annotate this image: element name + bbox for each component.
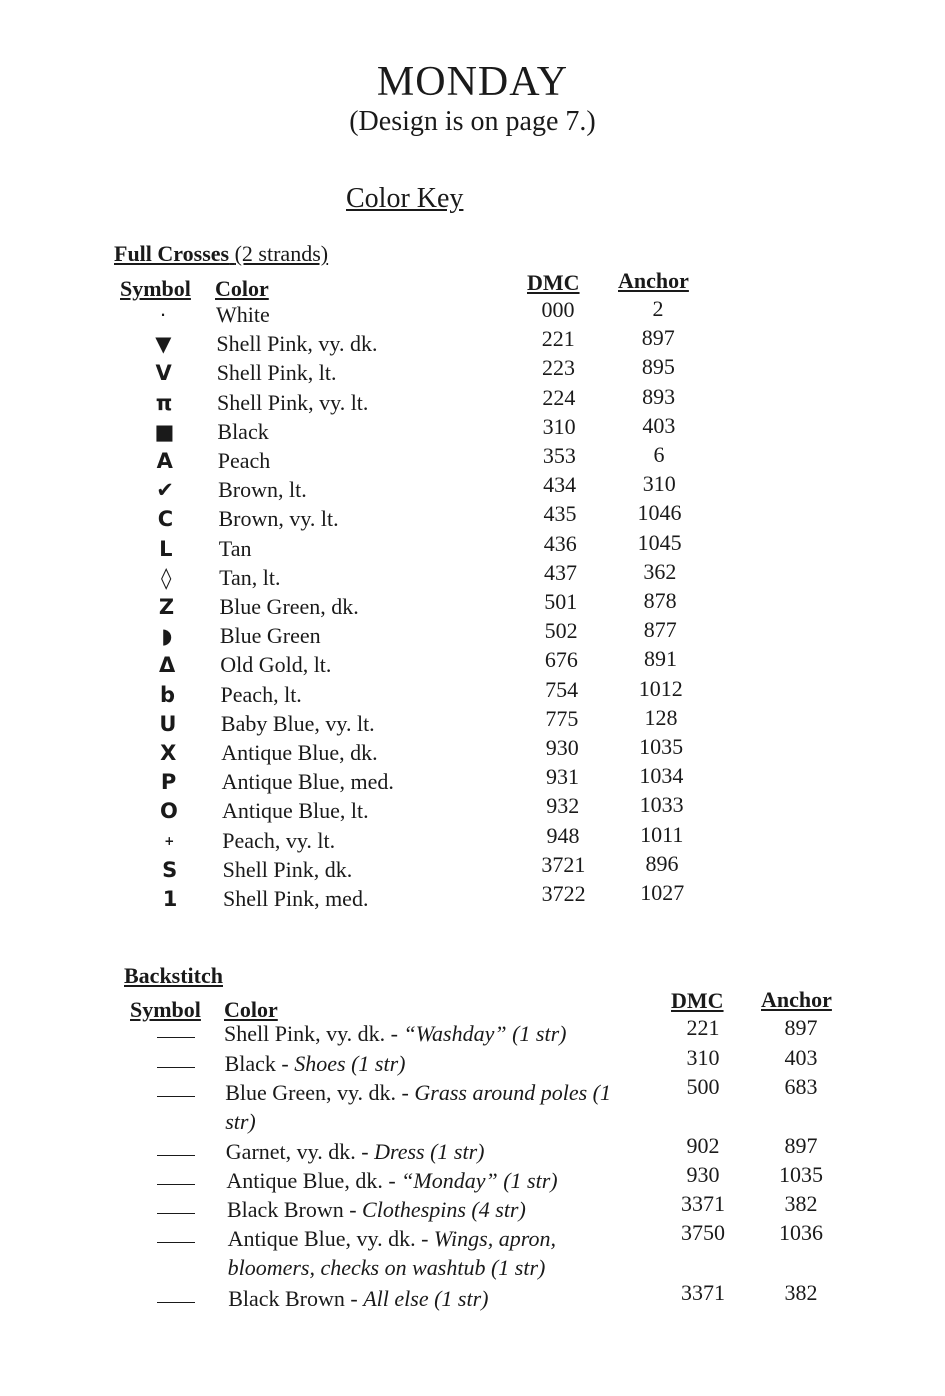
anchor-number: 683 <box>784 1074 818 1099</box>
dmc-number: 221 <box>686 1015 720 1040</box>
anchor-number: 382 <box>784 1280 818 1305</box>
anchor-number: 1035 <box>779 1162 823 1187</box>
bs-col-symbol: Symbol <box>130 997 201 1022</box>
dmc-number: 902 <box>686 1133 720 1158</box>
dmc-number: 310 <box>542 413 576 439</box>
anchor-number: 893 <box>642 383 676 409</box>
dmc-number: 3371 <box>681 1280 725 1305</box>
stitch-symbol: O <box>160 799 178 824</box>
anchor-number: 895 <box>641 354 675 380</box>
backstitch-color-name: Black - <box>224 1051 295 1076</box>
fc-col-dmc: DMC <box>527 270 580 295</box>
backstitch-detail: Clothespins (4 str) <box>362 1197 526 1222</box>
anchor-number: 1035 <box>639 734 684 759</box>
backstitch-line-symbol <box>157 1184 195 1185</box>
table-row <box>0 558 945 594</box>
anchor-number: 1034 <box>639 763 684 789</box>
bs-col-anchor: Anchor <box>761 987 832 1012</box>
dmc-number: 676 <box>544 647 578 673</box>
color-name: Black <box>217 418 269 444</box>
table-row <box>0 792 945 827</box>
backstitch-color-name: Black Brown - <box>227 1197 363 1222</box>
backstitch-color-name: Garnet, vy. dk. - <box>225 1139 375 1164</box>
dmc-number: 353 <box>542 443 576 468</box>
stitch-symbol: Z <box>158 595 175 619</box>
color-name: Antique Blue, lt. <box>221 798 369 824</box>
table-row <box>0 500 945 535</box>
dmc-number: 3722 <box>541 881 586 906</box>
color-name: Shell Pink, lt. <box>216 360 337 386</box>
backstitch-detail: Shoes (1 str) <box>294 1051 406 1076</box>
full-crosses-note: (2 strands) <box>234 241 329 266</box>
backstitch-color-name: Antique Blue, dk. - <box>226 1168 402 1193</box>
color-name: Antique Blue, dk. <box>221 740 378 765</box>
table-row <box>0 763 945 798</box>
dmc-number: 502 <box>544 618 578 644</box>
anchor-number: 897 <box>784 1015 818 1040</box>
stitch-symbol: ■ <box>154 419 175 444</box>
stitch-symbol: A <box>156 449 173 473</box>
color-name: Peach <box>217 448 271 473</box>
color-name: Shell Pink, vy. dk. <box>216 331 378 357</box>
table-row <box>0 821 945 857</box>
backstitch-detail: All else (1 str) <box>363 1286 489 1311</box>
anchor-number: 382 <box>784 1191 818 1216</box>
dmc-number: 932 <box>546 793 580 819</box>
page-title: MONDAY <box>376 59 569 105</box>
anchor-number: 6 <box>653 442 665 467</box>
color-name: Baby Blue, vy. lt. <box>220 710 375 736</box>
dmc-number: 3371 <box>681 1191 725 1216</box>
backstitch-color-name: Antique Blue, vy. dk. - <box>227 1226 434 1251</box>
backstitch-line-symbol <box>157 1213 195 1214</box>
bs-col-color: Color <box>224 997 278 1022</box>
table-row <box>0 296 945 331</box>
backstitch-line-symbol <box>157 1096 195 1097</box>
dmc-number: 501 <box>544 589 578 614</box>
table-row <box>0 850 945 886</box>
anchor-number: 403 <box>784 1045 818 1070</box>
stitch-symbol: U <box>159 711 177 736</box>
backstitch-line-symbol <box>157 1037 195 1038</box>
table-row <box>0 471 945 506</box>
anchor-number: 1046 <box>637 500 682 526</box>
backstitch-detail: Dress (1 str) <box>374 1139 485 1164</box>
anchor-number: 2 <box>652 296 664 321</box>
backstitch-line-symbol <box>157 1067 195 1068</box>
dmc-number: 223 <box>542 355 576 381</box>
dmc-number: 931 <box>545 764 579 790</box>
stitch-symbol: L <box>159 536 173 561</box>
anchor-number: 1045 <box>637 529 682 555</box>
table-row <box>0 704 945 740</box>
stitch-symbol: X <box>160 741 177 765</box>
dmc-number: 775 <box>545 705 579 731</box>
dmc-number: 435 <box>543 501 577 527</box>
anchor-number: 1036 <box>779 1220 823 1245</box>
dmc-number: 930 <box>545 735 579 760</box>
table-row <box>0 880 945 915</box>
dmc-number: 221 <box>541 326 575 352</box>
color-name: White <box>216 302 270 327</box>
dmc-number: 3750 <box>681 1220 725 1245</box>
stitch-symbol: P <box>160 770 177 795</box>
dmc-number: 3721 <box>541 851 586 877</box>
stitch-symbol: ◊ <box>160 565 172 590</box>
full-crosses-heading <box>114 241 328 267</box>
color-name: Peach, vy. lt. <box>222 827 336 853</box>
table-row <box>0 588 945 623</box>
dmc-number: 437 <box>544 559 578 585</box>
color-name: Old Gold, lt. <box>220 652 332 678</box>
table-row <box>0 646 945 681</box>
color-name: Shell Pink, med. <box>223 886 369 911</box>
color-name: Shell Pink, dk. <box>222 856 353 882</box>
anchor-number: 1033 <box>639 792 684 818</box>
anchor-number: 877 <box>643 617 677 643</box>
backstitch-color <box>228 1284 648 1313</box>
stitch-symbol: ✔ <box>156 478 174 503</box>
dmc-number: 436 <box>543 530 577 556</box>
anchor-number: 1027 <box>640 880 685 905</box>
dmc-number: 224 <box>542 384 576 410</box>
backstitch-line-symbol <box>157 1242 195 1243</box>
color-name: Tan, lt. <box>219 564 281 590</box>
table-row <box>0 617 945 652</box>
stitch-symbol: π <box>155 390 173 415</box>
stitch-symbol: b <box>160 682 176 707</box>
stitch-symbol: ▼ <box>155 332 172 357</box>
backstitch-line-symbol <box>157 1155 195 1156</box>
backstitch-color <box>228 1224 648 1282</box>
backstitch-color <box>225 1049 645 1078</box>
color-name: Peach, lt. <box>220 681 302 707</box>
dmc-number: 000 <box>541 297 575 322</box>
dmc-number: 930 <box>686 1162 720 1187</box>
bs-col-dmc: DMC <box>671 988 724 1013</box>
anchor-number: 128 <box>644 704 678 730</box>
anchor-number: 891 <box>644 646 678 672</box>
anchor-number: 1011 <box>640 821 684 847</box>
table-row <box>0 734 945 769</box>
stitch-symbol: + <box>164 833 175 848</box>
fc-col-anchor: Anchor <box>618 268 689 293</box>
anchor-number: 897 <box>784 1133 818 1158</box>
anchor-number: 310 <box>642 471 676 497</box>
color-key-heading: Color Key <box>346 183 464 214</box>
full-crosses-title: Full Crosses <box>114 241 230 266</box>
dmc-number: 310 <box>686 1045 720 1070</box>
color-name: Shell Pink, vy. lt. <box>217 389 369 415</box>
page-subtitle: (Design is on page 7.) <box>349 106 596 137</box>
stitch-symbol: V <box>155 361 172 386</box>
stitch-symbol: · <box>160 308 166 322</box>
table-row <box>0 442 945 477</box>
backstitch-detail: Wings, apron, bloomers, checks on washtub (1 str) <box>227 1226 556 1280</box>
anchor-number: 896 <box>645 850 679 876</box>
stitch-symbol: ◗ <box>161 624 173 649</box>
color-name: Brown, vy. lt. <box>218 506 339 532</box>
dmc-number: 754 <box>545 676 579 702</box>
color-name: Antique Blue, med. <box>221 769 394 795</box>
backstitch-color-name: Black Brown - <box>228 1286 364 1311</box>
backstitch-color <box>226 1166 646 1195</box>
backstitch-color <box>224 1019 644 1048</box>
table-row <box>0 412 945 448</box>
table-row <box>0 354 945 389</box>
backstitch-color <box>227 1195 647 1224</box>
backstitch-color-name: Shell Pink, vy. dk. - <box>224 1021 404 1046</box>
dmc-number: 434 <box>543 472 577 498</box>
dmc-number: 948 <box>546 822 580 848</box>
dmc-number: 500 <box>686 1074 720 1099</box>
table-row <box>0 325 945 360</box>
anchor-number: 362 <box>643 558 677 584</box>
table-row <box>0 383 945 419</box>
stitch-symbol: 1 <box>162 887 178 911</box>
backstitch-color <box>225 1078 645 1136</box>
backstitch-detail: “Washday” (1 str) <box>403 1021 567 1046</box>
backstitch-detail: Grass around poles (1 str) <box>225 1080 611 1134</box>
fc-col-symbol: Symbol <box>120 276 191 301</box>
table-row <box>0 529 945 565</box>
backstitch-detail: “Monday” (1 str) <box>401 1168 558 1193</box>
backstitch-heading: Backstitch <box>124 963 223 988</box>
anchor-number: 897 <box>641 325 675 351</box>
anchor-number: 403 <box>642 412 676 438</box>
backstitch-line-symbol <box>157 1302 195 1303</box>
fc-col-color: Color <box>215 276 269 301</box>
color-name: Blue Green <box>219 623 321 649</box>
stitch-symbol: S <box>162 857 178 882</box>
anchor-number: 1012 <box>638 675 683 701</box>
backstitch-color-name: Blue Green, vy. dk. - <box>225 1080 415 1105</box>
backstitch-color <box>226 1137 646 1166</box>
color-name: Brown, lt. <box>218 477 307 503</box>
table-row <box>0 675 945 711</box>
stitch-symbol: Δ <box>159 653 176 678</box>
stitch-symbol: C <box>157 507 174 532</box>
anchor-number: 878 <box>643 588 677 613</box>
color-name: Tan <box>218 535 252 561</box>
color-name: Blue Green, dk. <box>219 594 359 619</box>
